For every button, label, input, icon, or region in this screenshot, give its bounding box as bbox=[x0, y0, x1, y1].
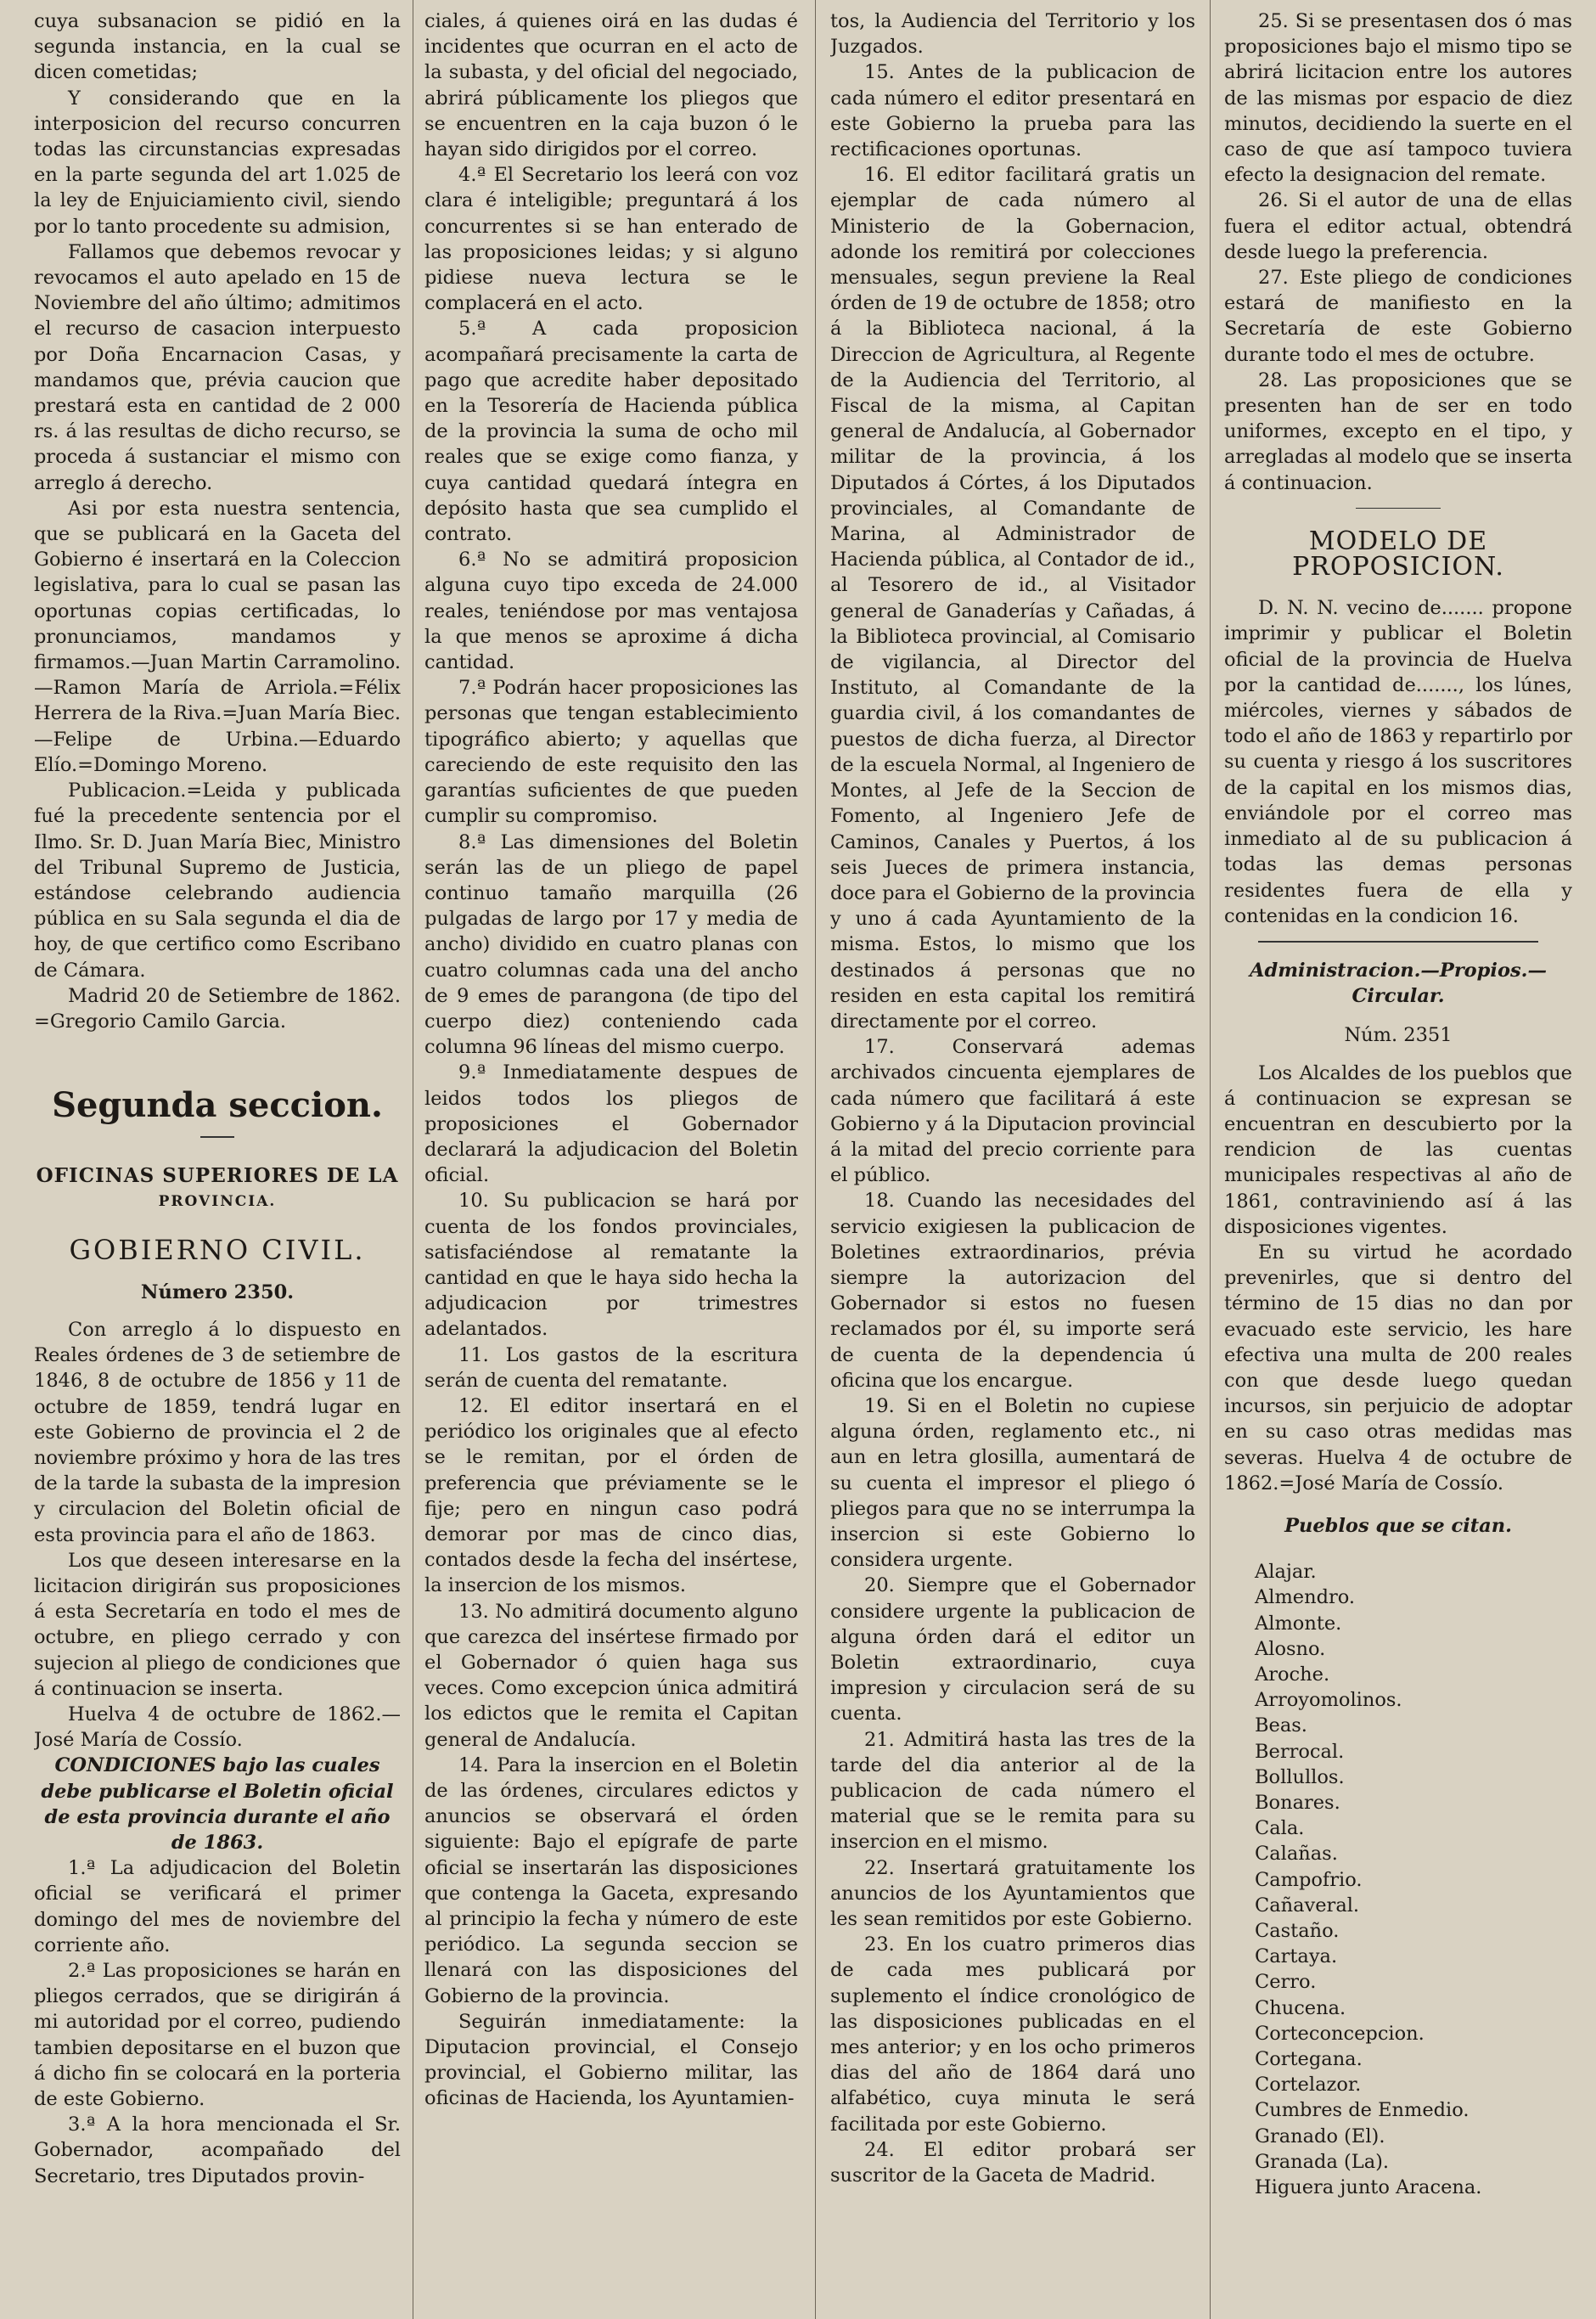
condition-paragraph: 27. Este pliego de condiciones estará de manifiesto en la Secretaría de este Gobierno durante todo el mes de octubre. bbox=[1224, 267, 1572, 366]
list-item: Alosno. bbox=[1255, 1637, 1326, 1660]
divider bbox=[1258, 941, 1538, 943]
sentence-paragraph: Asi por esta nuestra sentencia, que se publicará en la Gaceta del Gobierno é insertará en la Coleccion legislativa, para lo cual se pasan las oportunas copias certificadas, lo pronunciamos, mandamos y firmamos.—Juan Martin Carramolino.—Ramon María de Arriola.=Félix Herrera de la Riva.=Juan María Biec.—Felipe de Urbina.—Eduardo Elío.=Domingo Moreno. bbox=[34, 497, 401, 776]
circular-paragraph: Los Alcaldes de los pueblos que á continuacion se expresan se encuentran en descubierto por la rendicion de las cuentas municipales respectivas al año de 1861, contraviniendo así á las disposiciones vigentes. bbox=[1224, 1061, 1572, 1238]
list-item: Cartaya. bbox=[1255, 1945, 1338, 1968]
condition-paragraph: 8.ª Las dimensiones del Boletin serán las de un pliego de papel continuo tamaño marquilla (26 pulgadas de largo por 17 y media de ancho) dividido en cuatro planas con cuatro columnas cada una del ancho de 9 emes de parangona (de tipo del cuerpo diez) conteniendo cada columna 96 líneas del mismo cuerpo. bbox=[424, 830, 798, 1059]
condition-paragraph: 16. El editor facilitará gratis un ejemplar de cada número al Ministerio de la Gobernacion, adonde los remitirá por colecciones mensuales, segun previene la Real órden de 19 de octubre de 1858; otro á la Biblioteca nacional, á la Direccion de Agricultura, al Regente de la Audiencia del Territorio, al Fiscal de la misma, al Capitan general de Andalucía, al Gobernador militar de la provincia, á los Diputados á Córtes, á los Diputados provinciales, al Comandante de Marina, al Administrador de Hacienda pública, al Contador de id., al Tesorero de id., al Visitador general de Ganaderías y Cañadas, á la Biblioteca provincial, al Comisario de vigilancia, al Director del Instituto, al Comandante de la guardia civil, á los comandantes de puestos de dicha fuerza, al Director de la escuela Normal, al Ingeniero de Montes, al Jefe de la Seccion de Fomento, al Ingeniero Jefe de Caminos, Canales y Puertos, á los seis Jueces de primera instancia, doce para el Gobierno de la provincia y uno á cada Ayuntamiento de la misma. Estos, lo mismo que los destinados á personas que no residen en esta capital los remitirá directamente por el correo. bbox=[830, 164, 1195, 1033]
condition-paragraph: 19. Si en el Boletin no cupiese alguna órden, reglamento etc., ni aun en letra glosilla, aumentará de su cuenta el impresor el pliego ó pliegos para que no se interrumpa la insercion si este Gobierno lo considera urgente. bbox=[830, 1394, 1195, 1572]
column-divider bbox=[815, 0, 816, 2319]
list-item: Cortelazor. bbox=[1255, 2074, 1362, 2097]
condition-paragraph: 26. Si el autor de una de ellas fuera el editor actual, obtendrá desde luego la preferencia. bbox=[1224, 189, 1572, 263]
pueblos-title: Pueblos que se citan. bbox=[1284, 1514, 1512, 1537]
list-item: Cumbres de Enmedio. bbox=[1255, 2099, 1470, 2122]
modelo-title: MODELO DE PROPOSICION. bbox=[1292, 526, 1504, 583]
announcement-signature: Huelva 4 de octubre de 1862.— José María de Cossío. bbox=[34, 1703, 401, 1752]
condition-paragraph: 17. Conservará ademas archivados cincuenta ejemplares de cada número que facilitará á este Gobierno y á la Diputacion provincial á la mitad del precio corriente para el público. bbox=[830, 1036, 1195, 1187]
list-item: Almendro. bbox=[1255, 1586, 1356, 1609]
condition-paragraph: 12. El editor insertará en el periódico los originales que al efecto se le remitan, por el órden de preferencia que préviamente se le fije; pero en ningun caso podrá demorar por mas de cinco dias, contados desde la fecha del insértese, la insercion de los mismos. bbox=[424, 1394, 798, 1597]
condition-paragraph: 15. Antes de la publicacion de cada número el editor presentará en este Gobierno la prueba para las rectificaciones oportunas. bbox=[830, 61, 1195, 161]
condition-paragraph: 22. Insertará gratuitamente los anuncios de los Ayuntamientos que les sean remitidos por este Gobierno. bbox=[830, 1856, 1195, 1931]
circular-number: Núm. 2351 bbox=[1344, 1024, 1453, 1047]
list-item: Almonte. bbox=[1255, 1612, 1342, 1635]
condition-paragraph: 28. Las proposiciones que se presenten han de ser en todo uniformes, excepto en el tipo, y arregladas al modelo que se inserta á continuacion. bbox=[1224, 369, 1572, 494]
modelo-text: D. N. N. vecino de....... propone imprimir y publicar el Boletin oficial de la provincia de Huelva por la cantidad de......., los lúnes, miércoles, viernes y sábados de todo el año de 1863 y repartirlo por su cuenta y riesgo á los suscritores de la capital en los mismos dias, enviándole por el correo mas inmediato al de su publicacion á todas las demas personas residentes fuera de ella y contenidas en la condicion 16. bbox=[1224, 597, 1572, 927]
section-title: Segunda seccion. bbox=[52, 1085, 383, 1126]
list-item: Cala. bbox=[1255, 1817, 1305, 1840]
list-item: Aroche. bbox=[1255, 1663, 1330, 1686]
list-item: Beas. bbox=[1255, 1714, 1307, 1737]
sentence-signature: Madrid 20 de Setiembre de 1862. =Gregorio Camilo Garcia. bbox=[34, 984, 401, 1033]
list-item: Higuera junto Aracena. bbox=[1255, 2176, 1482, 2199]
list-item: Granado (El). bbox=[1255, 2125, 1385, 2147]
sentence-paragraph: Fallamos que debemos revocar y revocamos el auto apelado en 15 de Noviembre del año último; admitimos el recurso de casacion interpuesto por Doña Encarnacion Casas, y mandamos que, prévia caucion que prestará esta en cantidad de 2 000 rs. á las resultas de dicho recurso, se proceda á sustanciar el mismo con arreglo á derecho. bbox=[34, 240, 401, 494]
sentence-paragraph: Y considerando que en la interposicion del recurso concurren todas las circunstancias expresadas en la parte segunda del art 1.025 de la ley de Enjuiciamiento civil, siendo por lo tanto procedente su admision, bbox=[34, 87, 401, 238]
condition-paragraph: 1.ª La adjudicacion del Boletin oficial se verificará el primer domingo del mes de noviembre del corriente año. bbox=[34, 1857, 401, 1956]
condition-paragraph: 13. No admitirá documento alguno que carezca del insértese firmado por el Gobernador ó quien haga sus veces. Como excepcion única admitirá los edictos que le remita el Capitan general de Andalucía. bbox=[424, 1600, 798, 1751]
list-item: Berrocal. bbox=[1255, 1740, 1345, 1763]
announcement-paragraph: Los que deseen interesarse en la licitacion dirigirán sus proposiciones á esta Secretaría en todo el mes de octubre, en pliego cerrado y con sujecion al pliego de condiciones que á continuacion se inserta. bbox=[34, 1549, 401, 1700]
list-item: Cerro. bbox=[1255, 1971, 1317, 1994]
condition-paragraph: 25. Si se presentasen dos ó mas proposiciones bajo el mismo tipo se abrirá licitacion entre los autores de las mismas por espacio de diez minutos, decidiendo la suerte en el caso de que así tampoco tuviera efecto la designacion del remate. bbox=[1224, 10, 1572, 187]
announcement-number: Número 2350. bbox=[140, 1281, 295, 1303]
condition-paragraph: 9.ª Inmediatamente despues de leidos todos los pliegos de proposiciones el Gobernador declarará la adjudicacion del Boletin oficial. bbox=[424, 1061, 798, 1187]
condition-paragraph: ciales, á quienes oirá en las dudas é incidentes que ocurran en el acto de la subasta, y del oficial del negociado, abrirá públicamente los pliegos que se encuentren en la caja buzon ó le hayan sido dirigidos por el correo. bbox=[424, 10, 798, 161]
list-item: Chucena. bbox=[1255, 1996, 1346, 2019]
list-item: Bonares. bbox=[1255, 1792, 1340, 1814]
condition-paragraph: 18. Cuando las necesidades del servicio exigiesen la publicacion de Boletines extraordinarios, prévia siempre la autorizacion del Gobernador si estos no fuesen reclamados por él, su importe será de cuenta de la dependencia ú oficina que los encargue. bbox=[830, 1190, 1195, 1392]
condition-paragraph: 11. Los gastos de la escritura serán de cuenta del rematante. bbox=[424, 1343, 798, 1392]
circular-paragraph: En su virtud he acordado prevenirles, que si dentro del término de 15 dias no dan por evacuado este servicio, les hare efectiva una multa de 200 reales con que desde luego quedan incursos, sin perjuicio de adoptar en su caso otras medidas mas severas. Huelva 4 de octubre de 1862.=José María de Cossío. bbox=[1224, 1241, 1572, 1494]
condition-paragraph: 7.ª Podrán hacer proposiciones las personas que tengan establecimiento tipográfico abierto; y aquellas que careciendo de este requisito den las garantías suficientes de que pueden cumplir su compromiso. bbox=[424, 677, 798, 828]
condition-paragraph: 23. En los cuatro primeros dias de cada mes publicará por suplemento el índice cronológico de las disposiciones publicadas en el mes anterior; y en los ocho primeros dias del año de 1864 dará uno alfabético, cuya minuta le será facilitada por este Gobierno. bbox=[830, 1933, 1195, 2136]
list-item: Calañas. bbox=[1255, 1843, 1338, 1866]
gobierno-heading: GOBIERNO CIVIL. bbox=[69, 1233, 366, 1266]
column-2 bbox=[424, 8, 798, 2301]
condition-paragraph: 2.ª Las proposiciones se harán en pliegos cerrados, que se dirigirán á mi autoridad por el correo, pudiendo tambien depositarse en el buzon que á dicho fin se colocará en la porteria de este Gobierno. bbox=[34, 1960, 401, 2111]
condition-paragraph: 3.ª A la hora mencionada el Sr. Gobernador, acompañado del Secretario, tres Diputados provin- bbox=[34, 2114, 401, 2187]
column-1 bbox=[34, 8, 401, 2301]
list-item: Corteconcepcion. bbox=[1255, 2022, 1425, 2045]
condition-paragraph: 6.ª No se admitirá proposicion alguna cuyo tipo exceda de 24.000 reales, teniéndose por mas ventajosa la que menos se aproxime á dicha cantidad. bbox=[424, 549, 798, 674]
condition-paragraph: 24. El editor probará ser suscritor de la Gaceta de Madrid. bbox=[830, 2138, 1195, 2187]
announcement-paragraph: Con arreglo á lo dispuesto en Reales órdenes de 3 de setiembre de 1846, 8 de octubre de 1856 y 11 de octubre de 1859, tendrá lugar en este Gobierno de provincia el 2 de noviembre próximo y hora de las tres de la tarde la subasta de la impresion y circulacion del Boletin oficial de esta provincia para el año de 1863. bbox=[34, 1318, 401, 1546]
admin-title: Administracion.—Propios.—Circular. bbox=[1250, 959, 1547, 1008]
column-divider bbox=[1210, 0, 1211, 2319]
list-item: Cañaveral. bbox=[1255, 1894, 1360, 1917]
office-subheading: PROVINCIA. bbox=[158, 1193, 277, 1211]
column-4 bbox=[1224, 8, 1572, 2301]
divider bbox=[200, 1136, 234, 1138]
condition-paragraph: Seguirán inmediatamente: la Diputacion provincial, el Consejo provincial, el Gobierno militar, las oficinas de Hacienda, los Ayuntamien- bbox=[424, 2010, 798, 2110]
condition-paragraph: 20. Siempre que el Gobernador considere urgente la publicacion de alguna órden dará el editor un Boletin extraordinario, cuya impresion y circulacion será de su cuenta. bbox=[830, 1574, 1195, 1725]
divider bbox=[1356, 508, 1441, 509]
condition-paragraph: 14. Para la insercion en el Boletin de las órdenes, circulares edictos y anuncios se observará el órden siguiente: Bajo el epígrafe de parte oficial se insertarán las disposiciones que contenga la Gaceta, expresando al principio la fecha y número de este periódico. La segunda seccion se llenará con las disposiciones del Gobierno de la provincia. bbox=[424, 1753, 798, 2007]
list-item: Alajar. bbox=[1255, 1561, 1317, 1584]
list-item: Granada (La). bbox=[1255, 2150, 1390, 2173]
list-item: Bollullos. bbox=[1255, 1765, 1345, 1788]
condition-paragraph: 21. Admitirá hasta las tres de la tarde del dia anterior al de la publicacion de cada número el material que se le remita para su insercion en el mismo. bbox=[830, 1728, 1195, 1854]
condition-paragraph: 10. Su publicacion se hará por cuenta de los fondos provinciales, satisfaciéndose al rematante la cantidad en que le haya sido hecha la adjudicacion por trimestres adelantados. bbox=[424, 1190, 798, 1341]
office-heading: OFICINAS SUPERIORES DE LA bbox=[36, 1164, 399, 1188]
pueblos-list bbox=[1224, 1559, 1572, 2200]
list-item: Campofrio. bbox=[1255, 1868, 1363, 1891]
sentence-paragraph: cuya subsanacion se pidió en la segunda instancia, en la cual se dicen cometidas; bbox=[34, 10, 401, 84]
condition-paragraph: 5.ª A cada proposicion acompañará precisamente la carta de pago que acredite haber depositado en la Tesorería de Hacienda pública de la provincia la suma de ocho mil reales que se exige como fianza, y cuya cantidad quedará íntegra en depósito hasta que sea cumplido el contrato. bbox=[424, 318, 798, 546]
condition-paragraph: tos, la Audiencia del Territorio y los Juzgados. bbox=[830, 10, 1195, 59]
list-item: Arroyomolinos. bbox=[1255, 1689, 1402, 1712]
condition-paragraph: 4.ª El Secretario los leerá con voz clara é inteligible; preguntará á los concurrentes si se han enterado de las proposiciones leidas; y si alguno pidiese nueva lectura se le complacerá en el acto. bbox=[424, 164, 798, 315]
column-3 bbox=[830, 8, 1195, 2301]
sentence-paragraph: Publicacion.=Leida y publicada fué la precedente sentencia por el Ilmo. Sr. D. Juan María Biec, Ministro del Tribunal Supremo de Justicia, estándose celebrando audiencia pública en su Sala segunda el dia de hoy, de que certifico como Escribano de Cámara. bbox=[34, 780, 401, 982]
conditions-title: CONDICIONES bajo las cuales debe publicarse el Boletin oficial de esta provincia durante el año de 1863. bbox=[41, 1754, 394, 1854]
list-item: Castaño. bbox=[1255, 1920, 1340, 1943]
list-item: Cortegana. bbox=[1255, 2048, 1363, 2071]
